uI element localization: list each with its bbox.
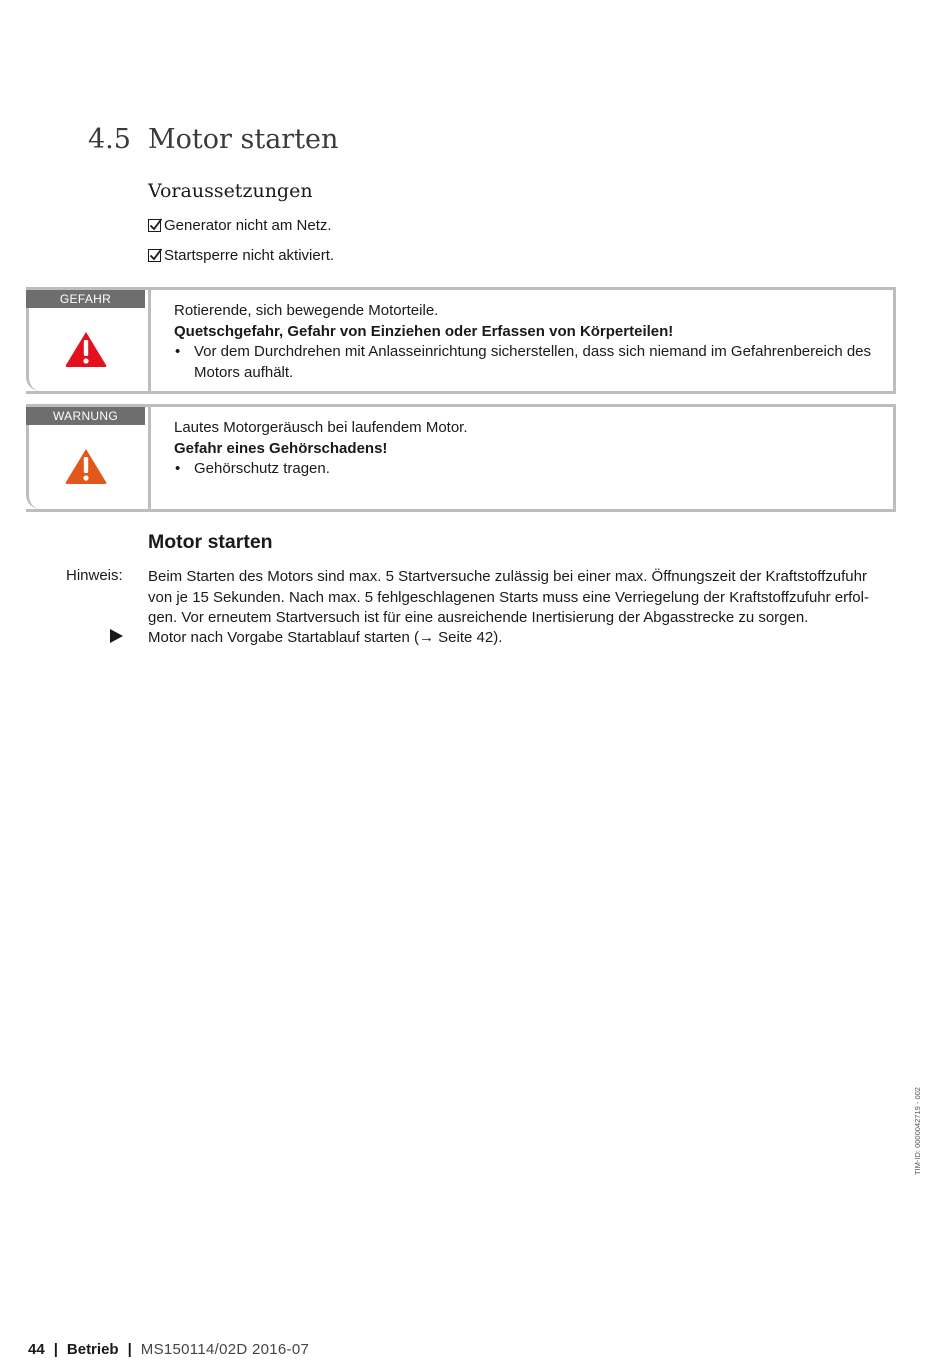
section-title-text: Motor starten [148,124,339,155]
prerequisite-item [148,247,334,264]
section-title [88,124,338,155]
chapter-name: Betrieb [66,1341,119,1358]
warning-measure: • Gehörschutz tragen. [174,459,873,480]
checked-box-icon [148,249,161,262]
page-number: 44 [28,1341,45,1358]
danger-label: GEFAHR [26,290,145,308]
prerequisites-heading: Voraussetzungen [148,180,313,202]
danger-hazard: Rotierende, sich bewegende Motorteile. [174,302,439,319]
warning-box [26,404,896,512]
warning-measure-text: Gehörschutz tragen. [194,460,330,477]
checked-box-icon [148,219,161,232]
note-text: Beim Starten des Motors sind max. 5 Startversuche zulässig bei einer max. Öffnungszeit der Kraftstoffzufuhr von je 15 Sekunden. Nach max. 5 fehlgeschlagenen Starts muss eine Verriegelung der Kraftstoffzufuhr erfol-gen. Vor erneutem Startversuch ist für eine ausreichende Inertisierung der Abgasstrecke zu sorgen. [148,568,869,626]
prerequisite-item [148,217,332,234]
danger-box [26,287,896,394]
step-text: Motor nach Vorgabe Startablauf starten (→ Seite 42). [148,629,503,646]
document-id: MS150114/02D 2016-07 [140,1341,310,1358]
prerequisite-text: Startsperre nicht aktiviert. [164,247,335,264]
danger-text [174,301,873,383]
prerequisite-text: Generator nicht am Netz. [164,217,332,234]
danger-consequence: Quetschgefahr, Gefahr von Einziehen oder Erfassen von Körperteilen! [174,322,674,340]
page-footer: 44 | Betrieb | MS150114/02D 2016-07 [28,1341,310,1358]
danger-measure-text: Vor dem Durchdrehen mit Anlasseinrichtung sicherstellen, dass sich niemand im Gefahrenbereich des Motors aufhält. [194,343,872,381]
tim-id: TIM-ID: 0000042719 - 002 [913,1087,922,1175]
warning-triangle-icon [64,330,108,368]
warning-box-divider [148,407,151,509]
warning-text [174,418,873,480]
danger-box-divider [148,290,151,391]
warning-triangle-icon [64,447,108,485]
warning-hazard: Lautes Motorgeräusch bei laufendem Motor. [174,419,468,436]
procedure-heading: Motor starten [148,531,273,553]
note-label: Hinweis: [66,567,123,584]
warning-label: WARNUNG [26,407,145,425]
danger-measure: • Vor dem Durchdrehen mit Anlasseinrichtung sicherstellen, dass sich niemand im Gefahrenbereich des Motors aufhält. [174,342,873,383]
warning-consequence: Gefahr eines Gehörschadens! [174,439,388,457]
step-arrow-icon [110,629,123,643]
section-number: 4.5 [88,124,131,155]
